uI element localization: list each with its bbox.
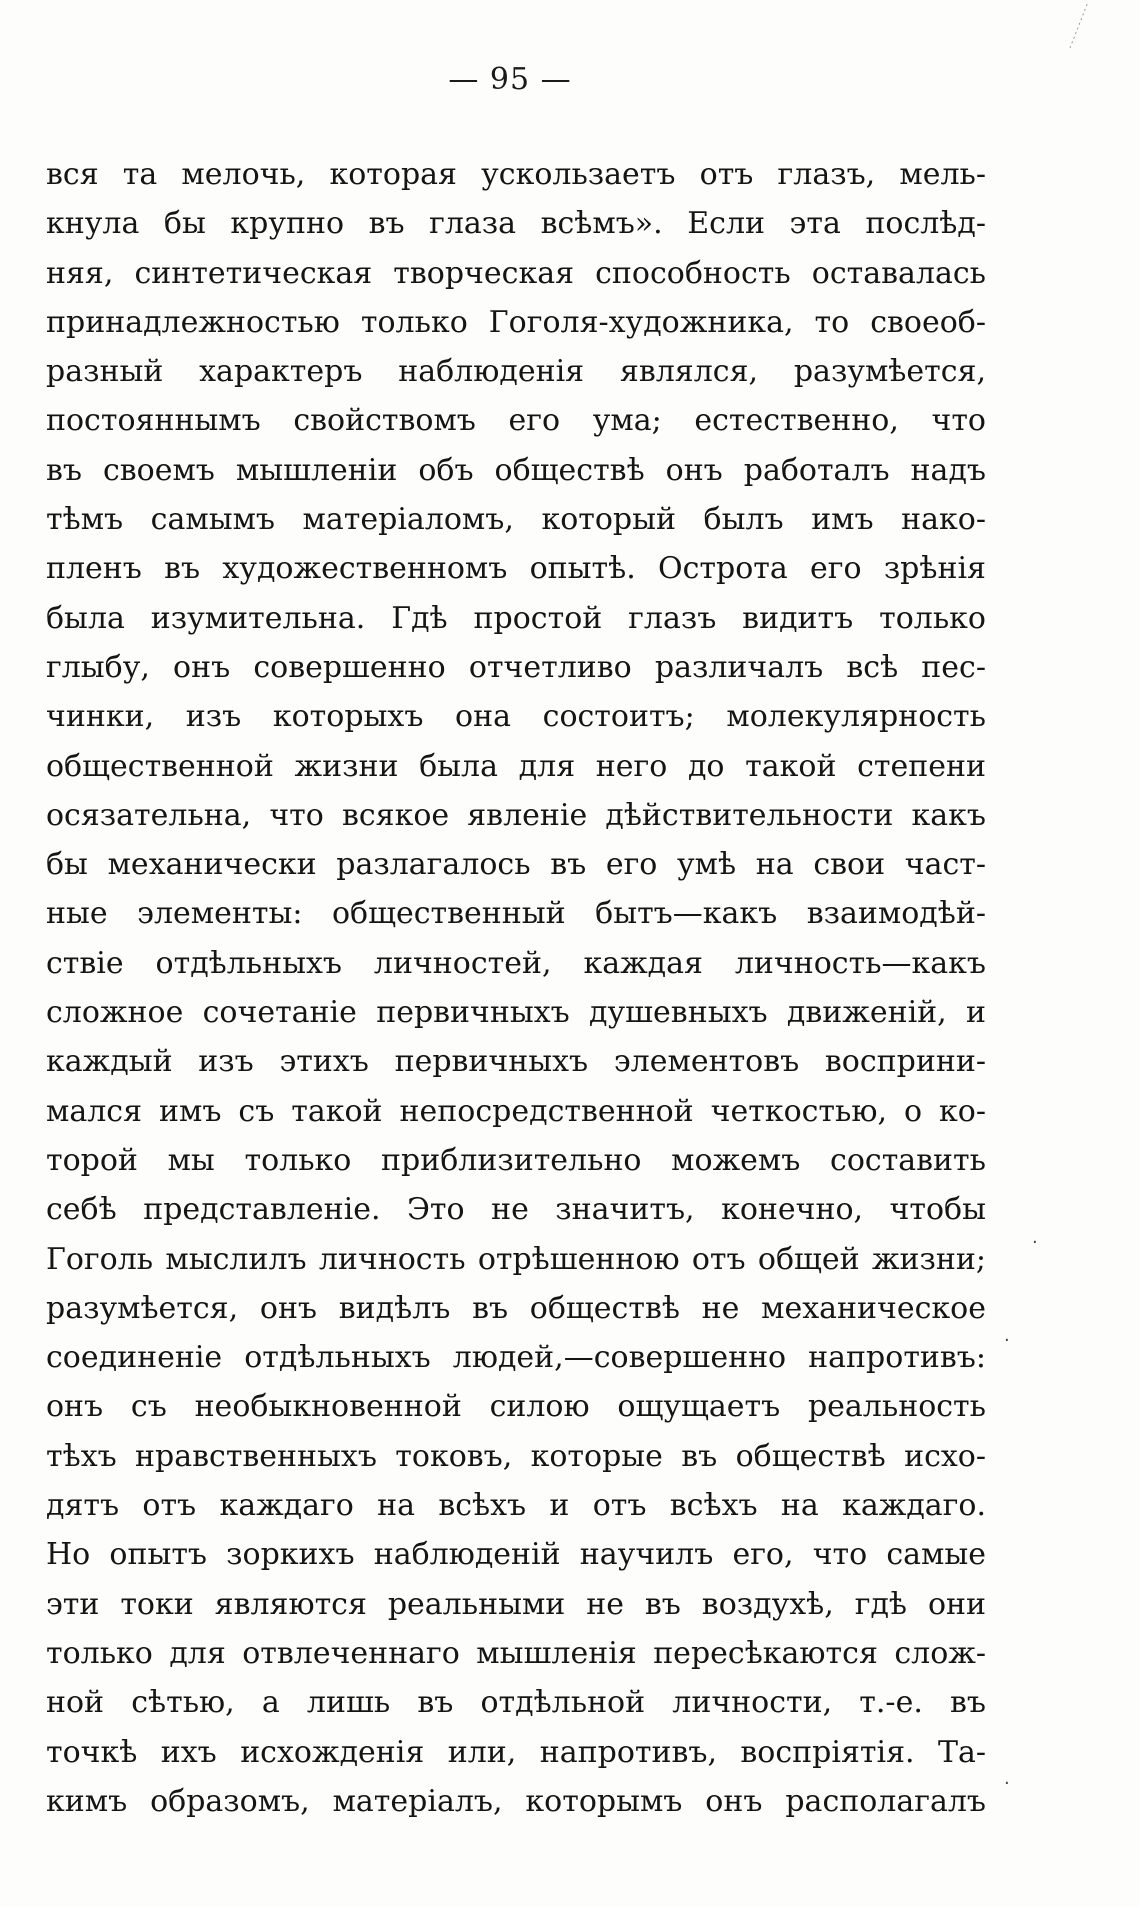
margin-speck: · — [1004, 1773, 1010, 1794]
text-line: каждый изъ этихъ первичныхъ элементовъ восприни- — [46, 1044, 986, 1080]
text-line: вся та мелочь, которая ускользаетъ отъ глазъ, мель- — [46, 157, 986, 192]
text-line: Но опытъ зоркихъ наблюденій научилъ его, что самые — [46, 1537, 986, 1573]
margin-speck: · — [1032, 1232, 1038, 1253]
text-line: кимъ образомъ, матеріалъ, которымъ онъ располагалъ — [46, 1783, 986, 1819]
text-line: чинки, изъ которыхъ она состоитъ; молекулярность — [46, 699, 986, 735]
text-line: ной сѣтью, а лишь въ отдѣльной личности, т.-е. въ — [46, 1685, 986, 1721]
text-line: ные элементы: общественный бытъ—какъ взаимодѣй- — [46, 896, 986, 932]
text-line: пленъ въ художественномъ опытѣ. Острота его зрѣнія — [46, 551, 986, 587]
text-line: сложное сочетаніе первичныхъ душевныхъ движеній, и — [46, 995, 986, 1031]
text-line: глыбу, онъ совершенно отчетливо различалъ всѣ пес- — [46, 649, 986, 685]
text-line: разумѣется, онъ видѣлъ въ обществѣ не механическое — [46, 1290, 986, 1326]
text-line: соединеніе отдѣльныхъ людей,—совершенно напротивъ: — [46, 1340, 986, 1376]
text-line: дятъ отъ каждаго на всѣхъ и отъ всѣхъ на каждаго. — [46, 1488, 986, 1524]
text-line: кнула бы крупно въ глаза всѣмъ». Если эта послѣд- — [46, 206, 986, 242]
margin-speck: · — [1004, 1330, 1010, 1351]
text-line: ствіе отдѣльныхъ личностей, каждая личность—какъ — [46, 945, 986, 981]
text-line: эти токи являются реальными не въ воздухѣ, гдѣ они — [46, 1586, 986, 1622]
text-line: мался имъ съ такой непосредственной четкостью, о ко- — [46, 1093, 986, 1129]
text-line: только для отвлеченнаго мышленія пересѣкаются слож- — [46, 1635, 986, 1671]
text-line: общественной жизни была для него до такой степени — [46, 748, 986, 784]
page-number: — 95 — — [448, 62, 572, 97]
text-line: себѣ представленіе. Это не значитъ, конечно, чтобы — [46, 1192, 986, 1228]
text-line: осязательна, что всякое явленіе дѣйствительности какъ — [46, 797, 986, 833]
text-line: въ своемъ мышленіи объ обществѣ онъ работалъ надъ — [46, 452, 986, 488]
text-line: тѣмъ самымъ матеріаломъ, который былъ имъ нако- — [46, 502, 986, 538]
text-line: была изумительна. Гдѣ простой глазъ видитъ только — [46, 600, 986, 636]
text-line: няя, синтетическая творческая способность оставалась — [46, 255, 986, 291]
text-line: разный характеръ наблюденія являлся, разумѣется, — [46, 354, 986, 390]
text-line: принадлежностью только Гоголя-художника, то своеоб- — [46, 304, 986, 340]
text-line: онъ съ необыкновенной силою ощущаетъ реальность — [46, 1389, 986, 1425]
text-line: постояннымъ свойствомъ его ума; естественно, что — [46, 403, 986, 439]
text-line: бы механически разлагалось въ его умѣ на свои част- — [46, 847, 986, 883]
text-line: Гоголь мыслилъ личность отрѣшенною отъ общей жизни; — [46, 1241, 986, 1277]
body-text — [46, 150, 986, 1826]
text-line: торой мы только приблизительно можемъ составить — [46, 1142, 986, 1178]
text-line: тѣхъ нравственныхъ токовъ, которые въ обществѣ исхо- — [46, 1438, 986, 1474]
text-line: точкѣ ихъ исхожденія или, напротивъ, воспріятія. Та- — [46, 1734, 986, 1770]
pencil-mark — [1060, 0, 1100, 50]
